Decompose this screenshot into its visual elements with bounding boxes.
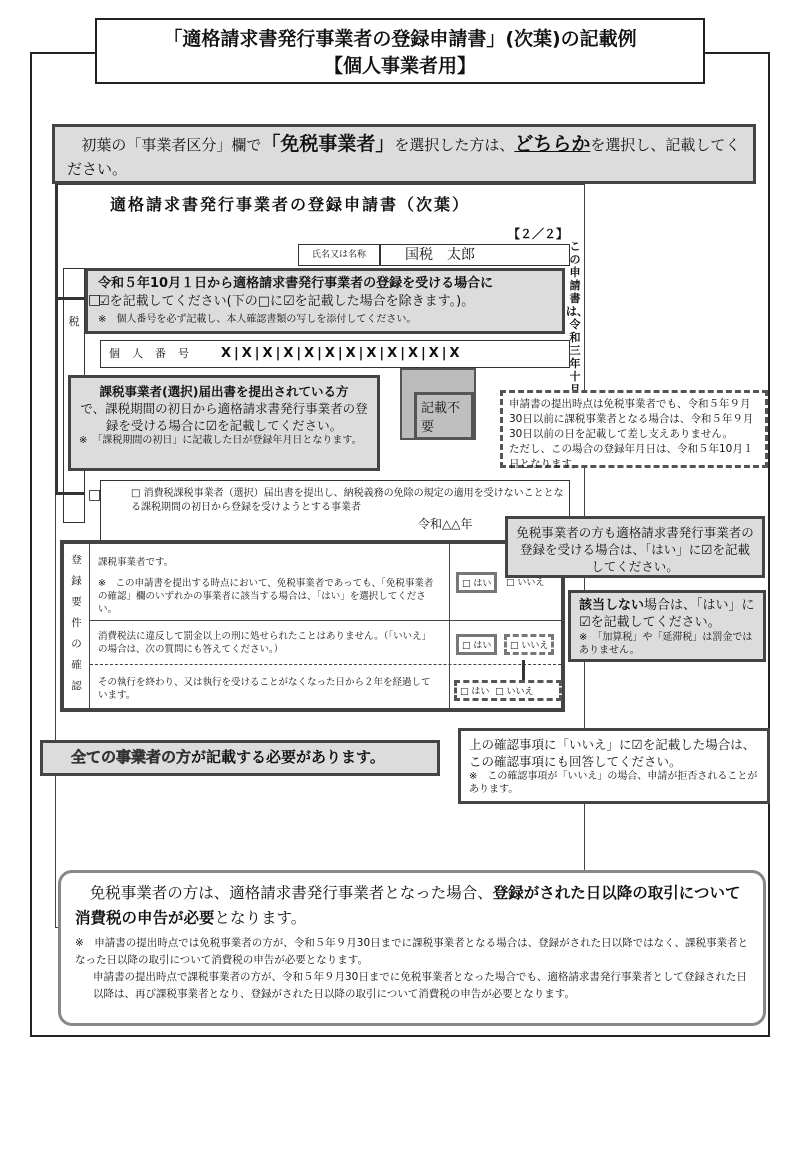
title-line1: 「適格請求書発行事業者の登録申請書」(次葉)の記載例 xyxy=(163,28,637,50)
bottom-note-1: ※ 申請書の提出時点では免税事業者の方が、令和５年９月30日までに課税事業者となる場合は、登録がされた日以降ではなく、課税事業者となった日以降の取引について消費税の申告が必要となります。 xyxy=(75,937,748,966)
left-col-char: 税 xyxy=(68,315,80,328)
reiwa-date: 令和△△年 xyxy=(418,517,473,531)
mynumber-row xyxy=(100,340,570,368)
callout-kazei-sentaku xyxy=(68,375,380,471)
callout-menzei-yes: 免税事業者の方も適格請求書発行事業者の登録を受ける場合は、「はい」に☑を記載してください。 xyxy=(505,516,765,578)
callout-4-body2: ただし、この場合の登録年月日は、令和５年10月１日となります。 xyxy=(509,443,754,470)
arrow-icon xyxy=(55,297,85,300)
page-number: 【２／２】 xyxy=(508,227,569,241)
req-1-no[interactable]: □ いいえ xyxy=(506,578,545,588)
name-value: 国税 太郎 xyxy=(380,244,570,266)
arrow-icon xyxy=(55,492,85,495)
page-title xyxy=(95,18,705,84)
req-line xyxy=(90,664,561,665)
callout-2-note: ※ 「課税期間の初日」に記載した日が登録年月日となります。 xyxy=(79,435,362,446)
callout-oct1-note: ※ 個人番号を必ず記載し、本人確認書類の写しを添付してください。 xyxy=(98,314,417,325)
callout-7-p1: 全ての事業者の方 xyxy=(71,748,192,766)
callout-oct1-line2: ☑を記載してください(下の□に☑を記載した場合を除きます。)。 xyxy=(98,294,475,309)
req-divider xyxy=(449,544,450,708)
mynumber-label: 個人番号 xyxy=(109,347,201,360)
req-1-title: 課税事業者です。 xyxy=(98,557,174,568)
callout-2-body: で、課税期間の初日から適格請求書発行事業者の登録を受ける場合に☑を記載してください。 xyxy=(80,401,368,433)
intro-either: どちらか xyxy=(514,133,591,155)
callout-tax-period xyxy=(500,390,768,468)
callout-6-head: 該当しない xyxy=(579,598,645,613)
callout-6-note: ※ 「加算税」や「延滞税」は罰金ではありません。 xyxy=(579,632,753,656)
callout-4-body1: 申請書の提出時点は免税事業者でも、令和５年９月30日以前に課税事業者となる場合は、令和５年９月30日以前の日を記載して差し支えありません。 xyxy=(509,398,754,440)
req-char: 要 xyxy=(71,596,82,608)
callout-8-body: 上の確認事項に「いいえ」に☑を記載した場合は、この確認事項にも回答してください。 xyxy=(469,737,756,769)
req-1-yes[interactable]: □ はい xyxy=(456,572,497,593)
intro-text-3: を選択し、記載してください。 xyxy=(67,136,741,178)
req-3: その執行を終わり、又は執行を受けることがなくなった日から２年を経過しています。 xyxy=(98,677,431,701)
req-1 xyxy=(98,556,438,616)
intro-text-2: を選択した方は、 xyxy=(394,136,515,154)
req-3-options[interactable] xyxy=(454,680,562,701)
callout-7-p2: が記載する必要があります。 xyxy=(191,748,385,766)
callout-oct1-line1: 令和５年10月１日から適格請求書発行事業者の登録を受ける場合に xyxy=(98,276,494,291)
checkbox-icon[interactable]: □ xyxy=(88,487,102,503)
req-3-yes[interactable]: □ はい xyxy=(460,687,490,697)
not-required-badge: 記載不要 xyxy=(414,392,474,440)
callout-not-applicable xyxy=(568,590,766,662)
req-3-no[interactable]: □ いいえ xyxy=(495,687,534,697)
req-line xyxy=(90,620,561,621)
callout-all-businesses xyxy=(40,740,440,776)
req-left-label xyxy=(64,544,90,708)
req-char: 認 xyxy=(71,680,82,692)
callout-iie xyxy=(458,728,770,804)
arrow-line xyxy=(55,184,58,495)
bottom-lead-3: となります。 xyxy=(214,909,307,927)
req-char: 件 xyxy=(71,617,82,629)
corporation-area xyxy=(400,368,476,440)
bottom-lead-2: 登録がされた日以降の取引について消費税の申告が必要 xyxy=(75,884,741,927)
mynumber-value: X|X|X|X|X|X|X|X|X|X|X|X xyxy=(221,346,463,361)
intro-box xyxy=(52,124,756,184)
arrow-icon xyxy=(522,660,525,680)
intro-menzei: 「免税事業者」 xyxy=(261,133,395,155)
name-label: 氏名又は名称 xyxy=(298,244,380,266)
req-char: 確 xyxy=(71,659,82,671)
bottom-note-2: 申請書の提出時点で課税事業者の方が、令和５年９月30日までに免税事業者となった場合でも、適格請求書発行事業者として登録された日以降は、再び課税事業者となり、登録がされた日以降の取引について消費税の申告が必要となります。 xyxy=(93,971,747,1000)
callout-8-note: ※ この確認事項が「いいえ」の場合、申請が拒否されることがあります。 xyxy=(469,771,758,795)
req-char: 録 xyxy=(71,575,82,587)
req-2-no[interactable]: □ いいえ xyxy=(504,634,554,655)
vertical-note: この申請書は、令和三年十 xyxy=(566,240,588,383)
callout-2-head: 課税事業者(選択)届出書を提出されている方 xyxy=(99,384,349,399)
registration-requirements xyxy=(60,540,565,712)
req-2-yes[interactable]: □ はい xyxy=(456,634,497,655)
callout-oct1 xyxy=(85,268,565,334)
req-char: 登 xyxy=(71,554,82,566)
bottom-note-box xyxy=(58,870,766,1026)
callout-6-body: 場合は、「はい」に☑を記載してください。 xyxy=(579,598,755,630)
intro-text: 初葉の「事業者区分」欄で xyxy=(81,136,262,154)
title-line2: 【個人事業者用】 xyxy=(323,55,476,77)
kazei-sentaku-row: □ 消費税課税事業者（選択）届出書を提出し、納税義務の免除の規定の適用を受けないこととなる課税期間の初日から登録を受けようとする事業者 xyxy=(100,480,570,546)
form-title: 適格請求書発行事業者の登録申請書（次葉） xyxy=(109,195,470,214)
req-char: の xyxy=(71,638,82,650)
req-1-note: ※ この申請書を提出する時点において、免税事業者であっても、「免税事業者の確認」欄のいずれかの事業者に該当する場合は、「はい」を選択してください。 xyxy=(98,578,434,615)
req-2: 消費税法に違反して罰金以上の刑に処せられたことはありません。（「いいえ」の場合は、次の質問にも答えてください。） xyxy=(98,631,432,655)
checkbox-icon[interactable]: □ xyxy=(88,292,102,308)
bottom-lead-1: 免税事業者の方は、適格請求書発行事業者となった場合、 xyxy=(89,884,493,902)
